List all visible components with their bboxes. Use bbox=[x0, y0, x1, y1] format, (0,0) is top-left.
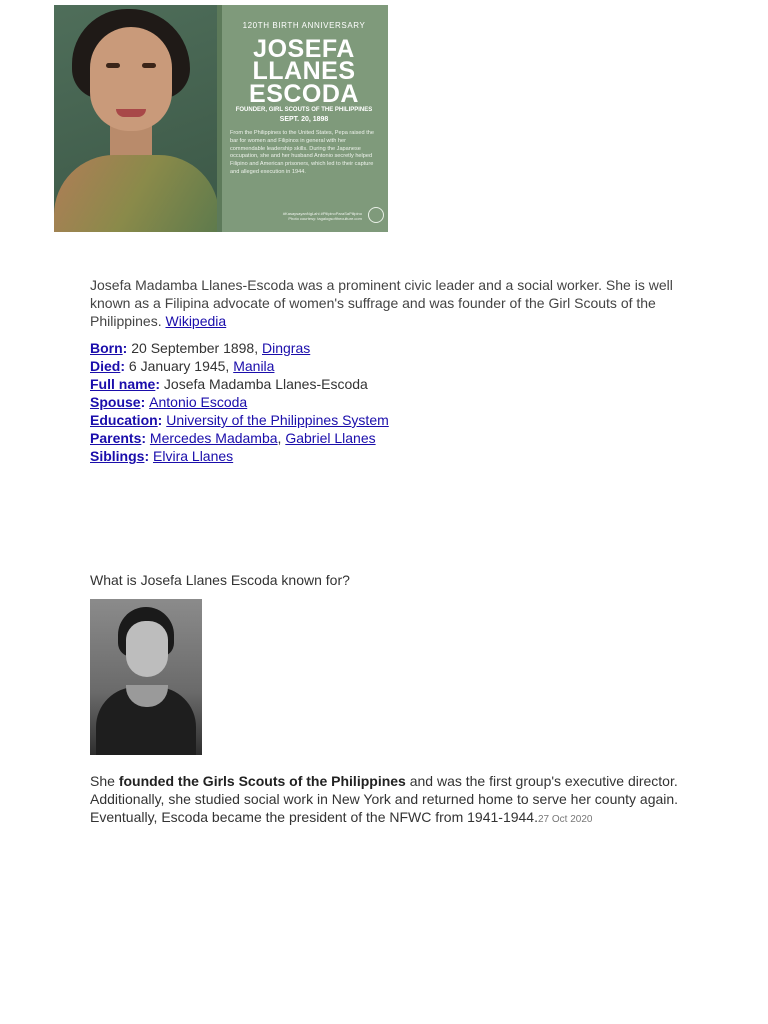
sibling-link[interactable]: Elvira Llanes bbox=[153, 448, 234, 464]
banner-image bbox=[54, 5, 388, 232]
parents-label[interactable]: Parents bbox=[90, 430, 142, 446]
banner-description: From the Philippines to the United States, Pepa raised the bar for women and Filipinos in general with her commendable leadership skills. During the Japanese occupation, she and her husband Antonio secretly helped Filipino and American prisoners, which led to their capture and alleged execution in 1944. bbox=[230, 130, 374, 176]
wikipedia-link[interactable]: Wikipedia bbox=[165, 313, 227, 329]
answer-paragraph: She founded the Girls Scouts of the Philippines and was the first group's executive director. Additionally, she studied social work in New York and returned home to serve her county again. Eventually, Escoda became the president of the NFWC from 1941-1944.27 Oct 2020 bbox=[90, 773, 679, 825]
banner-date: SEPT. 20, 1898 bbox=[279, 116, 329, 123]
spouse-link[interactable]: Antonio Escoda bbox=[149, 394, 248, 410]
answer-date: 27 Oct 2020 bbox=[537, 814, 593, 825]
fact-spouse: Spouse: Antonio Escoda bbox=[90, 394, 248, 410]
fact-siblings: Siblings: Elvira Llanes bbox=[90, 448, 234, 464]
father-link[interactable]: Gabriel Llanes bbox=[285, 430, 376, 446]
banner-anniversary: 120TH BIRTH ANNIVERSARY bbox=[242, 21, 366, 30]
banner-name-3: ESCODA bbox=[249, 80, 359, 108]
full-name-label[interactable]: Full name bbox=[90, 376, 156, 392]
fact-born: Born: 20 September 1898, Dingras bbox=[90, 340, 311, 356]
answer-highlight: founded the Girls Scouts of the Philippines bbox=[118, 773, 406, 789]
question-heading: What is Josefa Llanes Escoda known for? bbox=[90, 572, 350, 588]
born-label[interactable]: Born bbox=[90, 340, 123, 356]
bw-portrait-photo bbox=[90, 599, 202, 755]
seal-icon bbox=[368, 207, 384, 223]
intro-text: Josefa Madamba Llanes-Escoda was a prominent civic leader and a social worker. She is well known as a Filipina advocate of women's suffrage and was founder of the Girl Scouts of the Philippines. bbox=[90, 277, 673, 329]
education-label[interactable]: Education bbox=[90, 412, 158, 428]
siblings-label[interactable]: Siblings bbox=[90, 448, 145, 464]
facts-list bbox=[90, 339, 680, 465]
mother-link[interactable]: Mercedes Madamba bbox=[149, 430, 278, 446]
fact-full-name: Full name: Josefa Madamba Llanes-Escoda bbox=[90, 376, 368, 392]
banner-name-1: JOSEFA bbox=[253, 35, 355, 63]
banner-name-2: LLANES bbox=[252, 57, 356, 85]
portrait-photo bbox=[54, 5, 219, 232]
banner-founder: FOUNDER, GIRL SCOUTS OF THE PHILIPPINES bbox=[235, 107, 373, 113]
fact-education: Education: University of the Philippines System bbox=[90, 412, 389, 428]
banner-tags: #KasaysayanNgLahi #PilipinoParaSaPilipino Photo courtesy: tagalogsoftheculture.com bbox=[282, 211, 362, 222]
dingras-link[interactable]: Dingras bbox=[262, 340, 311, 356]
died-label[interactable]: Died bbox=[90, 358, 121, 374]
fact-died: Died: 6 January 1945, Manila bbox=[90, 358, 275, 374]
spouse-label[interactable]: Spouse bbox=[90, 394, 141, 410]
intro-paragraph bbox=[90, 276, 680, 330]
manila-link[interactable]: Manila bbox=[233, 358, 275, 374]
education-link[interactable]: University of the Philippines System bbox=[166, 412, 389, 428]
fact-parents: Parents: Mercedes Madamba, Gabriel Llanes bbox=[90, 430, 376, 446]
